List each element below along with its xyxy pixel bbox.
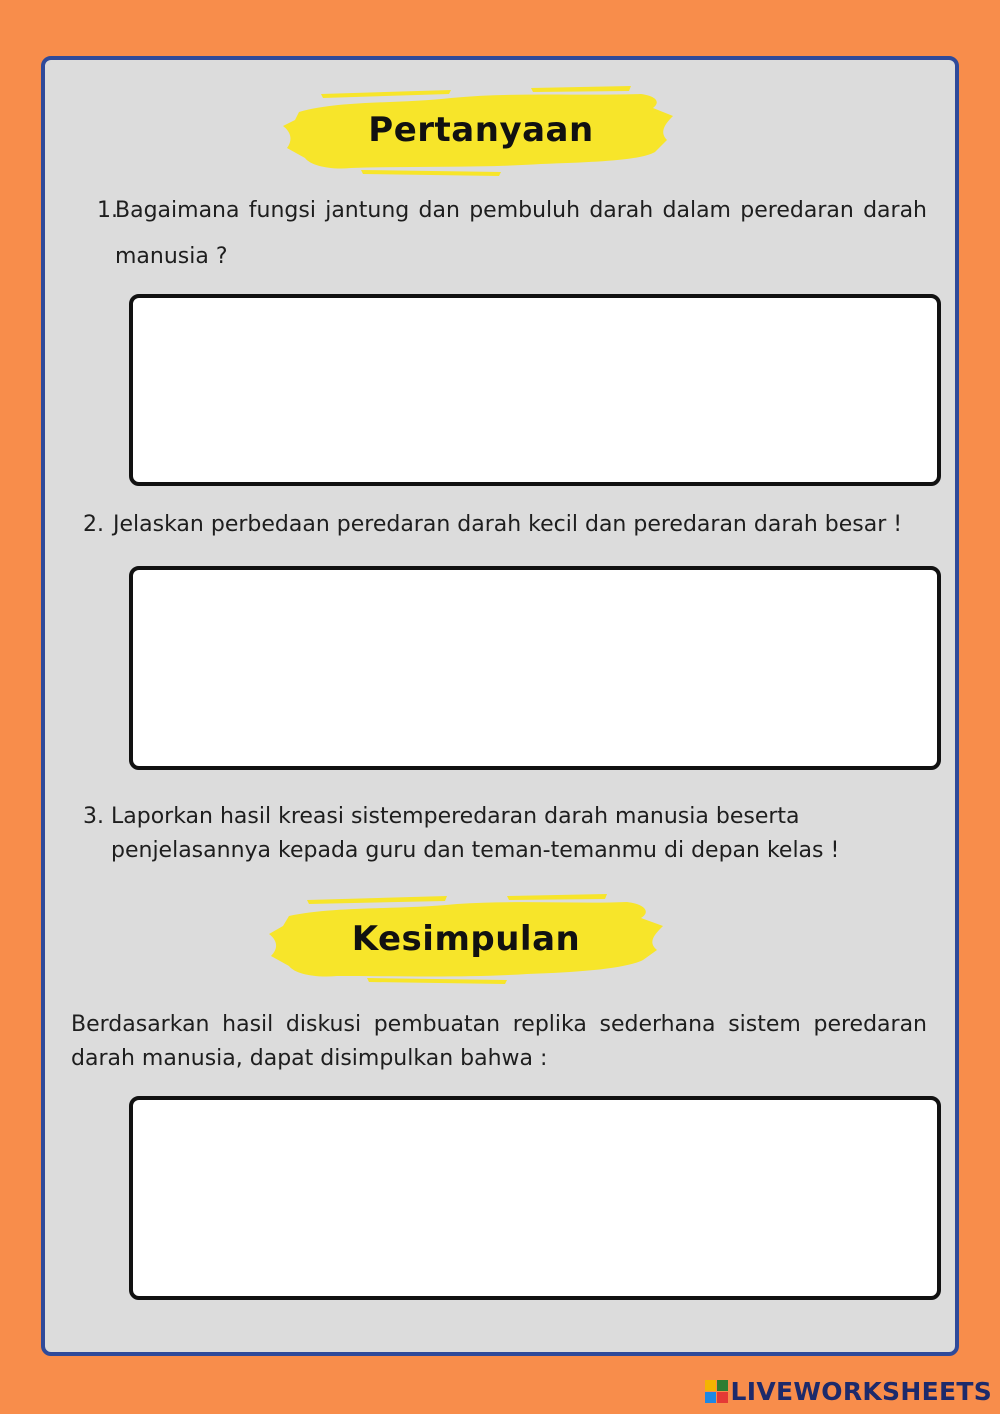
conclusion-answer-box[interactable] xyxy=(129,1096,941,1300)
question-1-number: 1. xyxy=(97,198,118,223)
answer-box-2[interactable] xyxy=(129,566,941,770)
liveworksheets-brand: LIVEWORKSHEETS xyxy=(730,1377,992,1406)
logo-square-blue xyxy=(705,1392,716,1403)
question-2-number: 2. xyxy=(83,512,104,537)
conclusion-heading-highlight xyxy=(267,892,665,986)
question-3-number: 3. xyxy=(83,804,104,829)
worksheet-panel xyxy=(41,56,959,1356)
question-1-text: Bagaimana fungsi jantung dan pembuluh darah dalam peredaran darah manusia ? xyxy=(115,198,927,269)
answer-box-1[interactable] xyxy=(129,294,941,486)
question-3-line-2: penjelasannya kepada guru dan teman-temanmu di depan kelas ! xyxy=(111,838,840,863)
liveworksheets-watermark xyxy=(705,1377,992,1406)
question-3-line-1: Laporkan hasil kreasi sistemperedaran darah manusia beserta xyxy=(111,804,800,829)
question-2-text: Jelaskan perbedaan peredaran darah kecil dan peredaran darah besar ! xyxy=(113,512,903,537)
logo-square-yellow xyxy=(705,1380,716,1391)
conclusion-prompt: Berdasarkan hasil diskusi pembuatan replika sederhana sistem peredaran darah manusia, dapat disimpulkan bahwa : xyxy=(71,1012,927,1071)
conclusion-title: Kesimpulan xyxy=(351,919,581,959)
logo-square-red xyxy=(717,1392,728,1403)
logo-square-green xyxy=(717,1380,728,1391)
questions-heading-highlight xyxy=(281,82,681,178)
questions-title: Pertanyaan xyxy=(368,110,594,150)
liveworksheets-logo-icon xyxy=(705,1380,728,1403)
